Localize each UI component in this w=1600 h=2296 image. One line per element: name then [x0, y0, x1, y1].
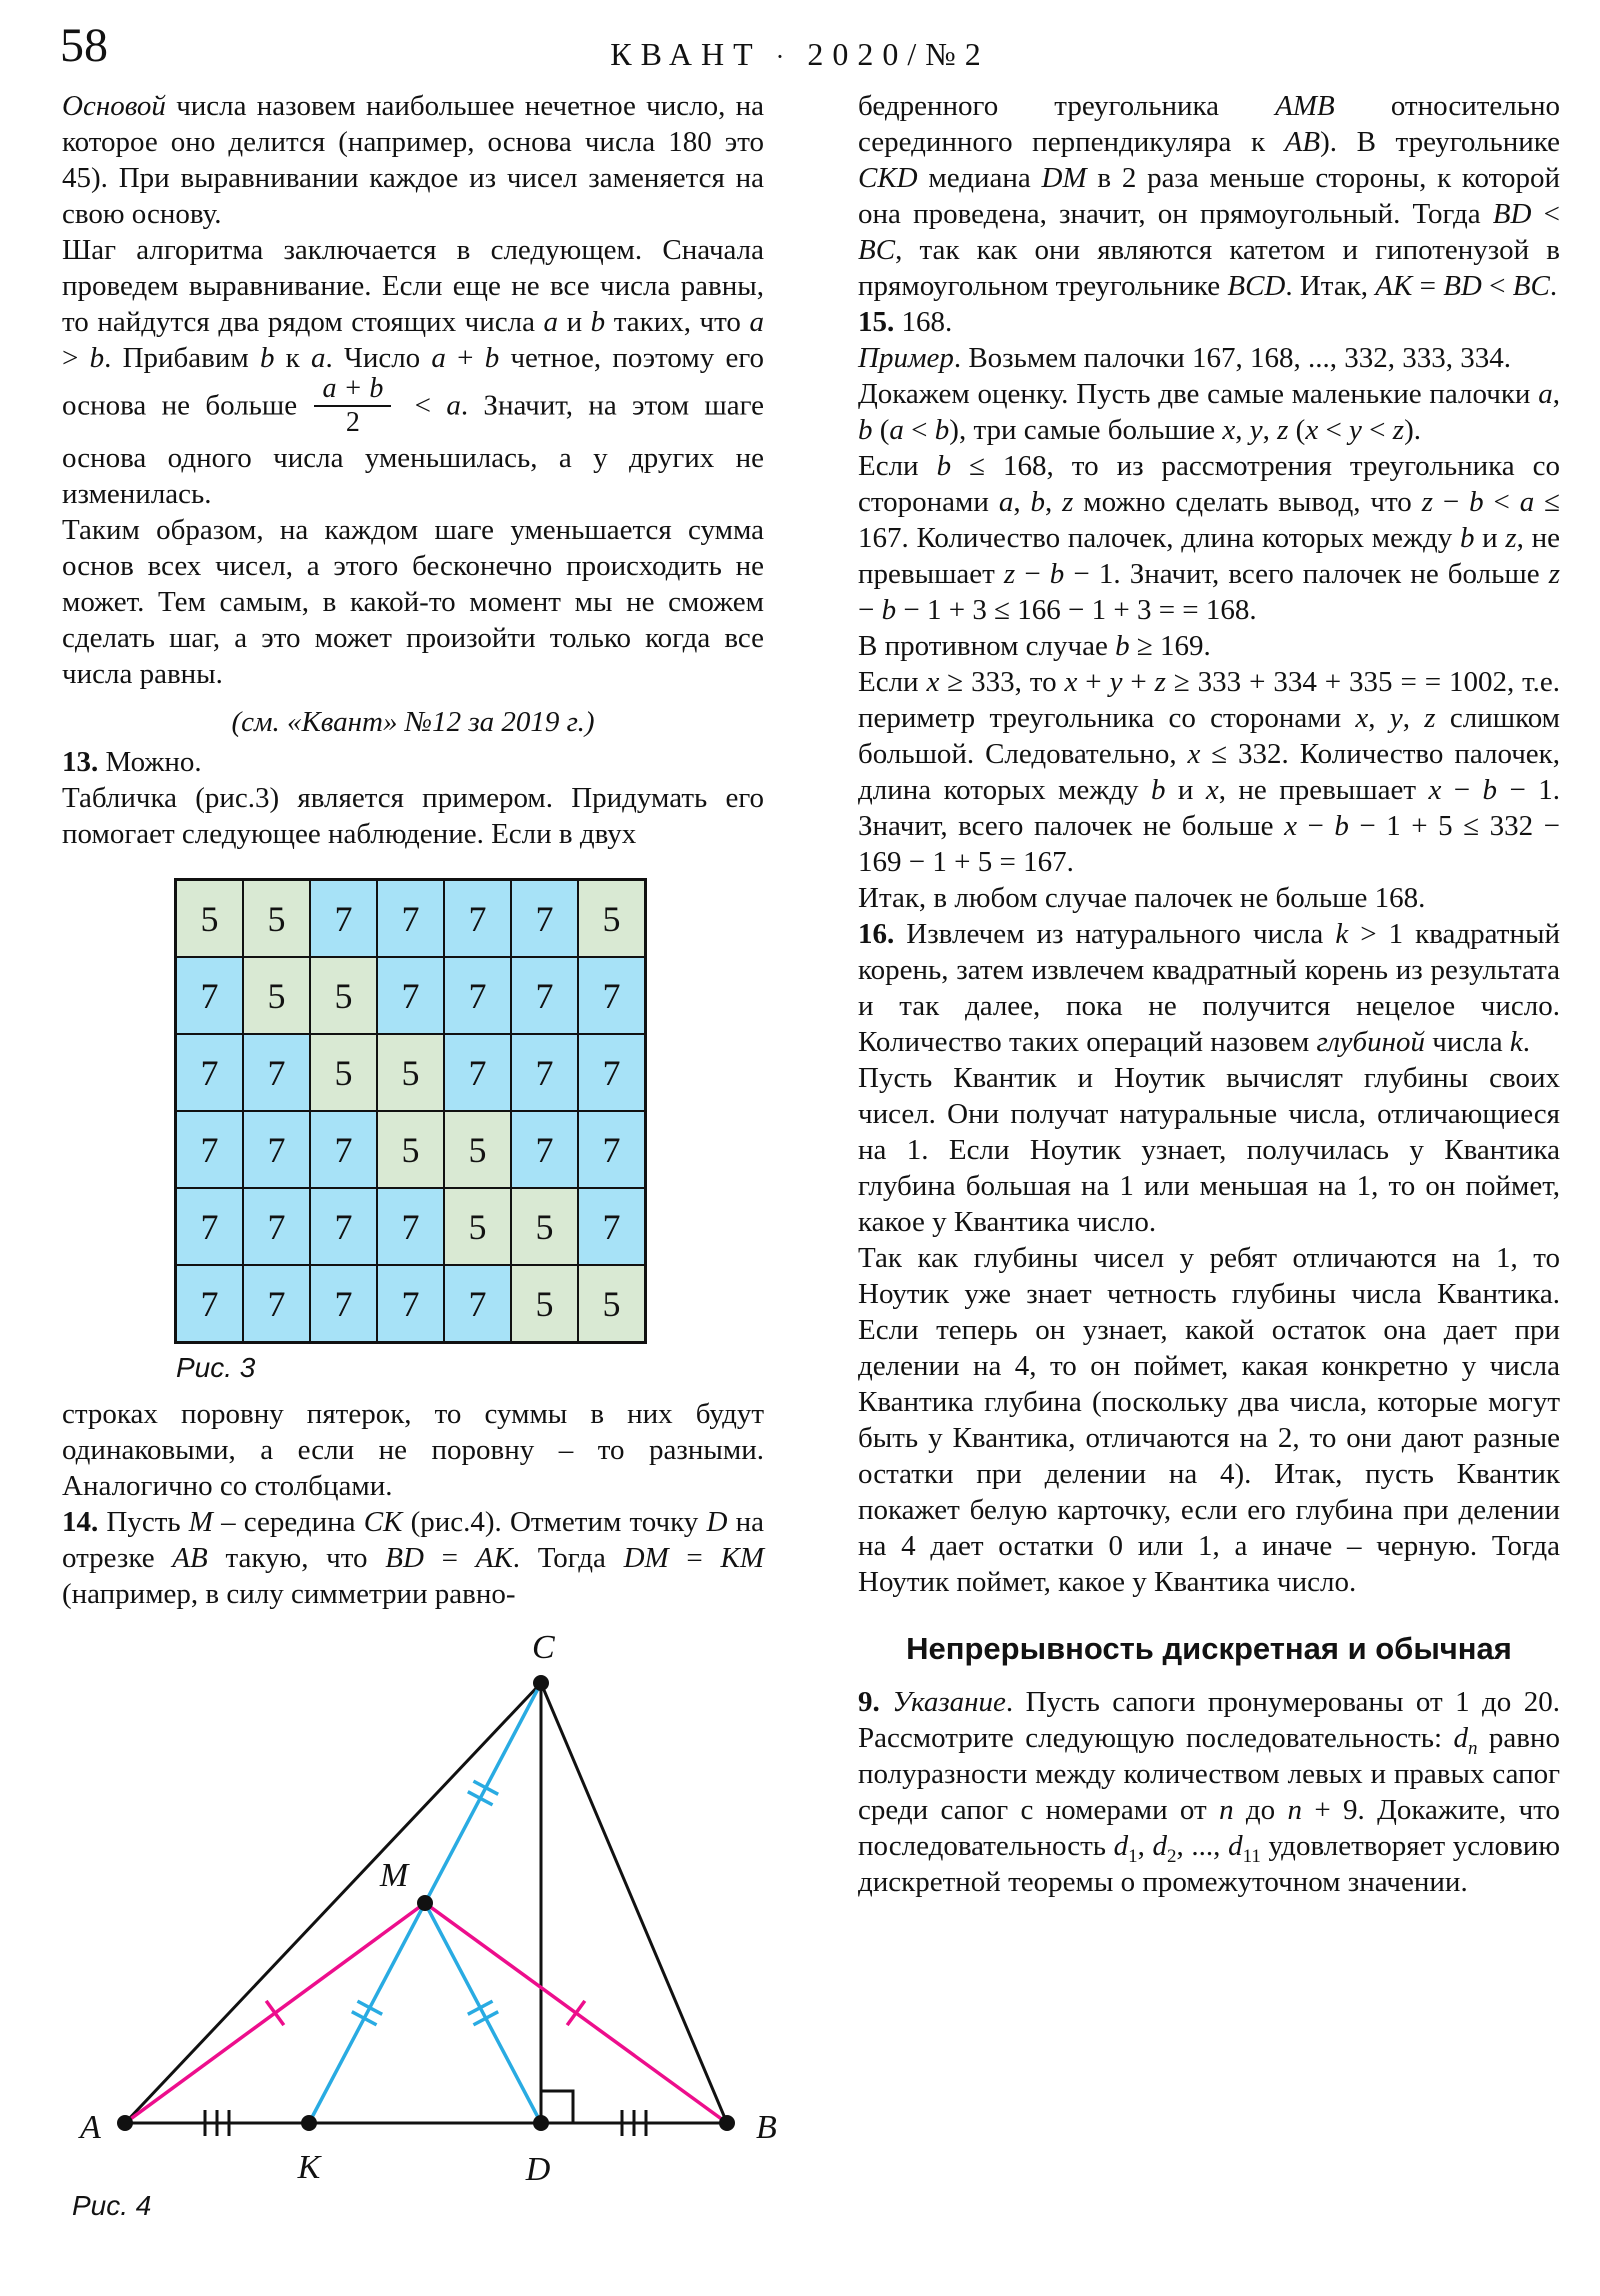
paragraph-sum-decreases: Таким образом, на каждом шаге уменьшается сумма основ всех чисел, а этого бесконечно происходить не может. Тем самым, в какой-то момент мы не сможем сделать шаг, а это может произойти только когда все числа равны.: [62, 514, 764, 690]
figure-4-diagram: [62, 1628, 792, 2224]
problem-15-answer: 15. 168.: [858, 306, 953, 338]
label-B: B: [756, 2109, 777, 2146]
table-row: [176, 1265, 646, 1343]
table-cell: 5: [243, 880, 310, 958]
journal-name: КВАНТ: [610, 36, 762, 72]
table-cell: 7: [243, 1034, 310, 1111]
point-D: [533, 2115, 549, 2131]
table-cell: 7: [578, 1034, 646, 1111]
point-M: [417, 1895, 433, 1911]
table-cell: 7: [176, 1188, 244, 1265]
journal-header: [0, 36, 1600, 73]
label-D: D: [525, 2151, 551, 2188]
table-cell: 5: [310, 1034, 377, 1111]
journal-issue: 2020/№2: [807, 36, 990, 72]
problem-16-depth-definition: 16. Извлечем из натурального числа k > 1 квадратный корень, затем извлечем квадратный корень из результата и так далее, пока не получится нецелое число. Количество таких операций назовем глубиной числа k.: [858, 918, 1560, 1058]
table-cell: 7: [578, 957, 646, 1034]
table-cell: 5: [578, 880, 646, 958]
table-cell: 5: [310, 957, 377, 1034]
page-number: 58: [60, 19, 108, 72]
figure-3-caption: Рис. 3: [176, 1352, 256, 1383]
table-cell: 7: [377, 957, 444, 1034]
table-cell: 7: [377, 1265, 444, 1343]
table-cell: 7: [444, 957, 511, 1034]
table-cell: 7: [511, 957, 578, 1034]
label-C: C: [532, 1629, 555, 1666]
segment-AC: [125, 1683, 541, 2123]
problem-15-case-1: Если b ≤ 168, то из рассмотрения треугольника со сторонами a, b, z можно сделать вывод, что z − b < a ≤ 167. Количество палочек, длина которых между b и z, не превышает z − b − 1. Значит, всего палочек не больше z − b − 1 + 3 ≤ 166 − 1 + 3 = = 168.: [858, 450, 1561, 626]
table-cell: 5: [511, 1265, 578, 1343]
problem-15-estimate-setup: Докажем оценку. Пусть две самые маленькие палочки a, b (a < b), три самые большие x, y, z (x < y < z).: [858, 378, 1560, 446]
label-A: A: [80, 2109, 101, 2146]
problem-14-solution-continued: бедренного треугольника AMB относительно серединного перпендикуляра к AB). В треугольнике CKD медиана DM в 2 раза меньше стороны, к которой она проведена, значит, он прямоугольный. Тогда BD < BC, так как они являются катетом и гипотенузой в прямоугольном треугольнике BCD. Итак, AK = BD < BC.: [858, 90, 1560, 302]
table-cell: 7: [176, 1111, 244, 1188]
table-cell: 5: [377, 1034, 444, 1111]
problem-15-example: Пример. Возьмем палочки 167, 168, ..., 332, 333, 334.: [858, 342, 1511, 374]
problem-13-solution-end: строках поровну пятерок, то суммы в них будут одинаковыми, а если не поровну – то разными. Аналогично со столбцами.: [62, 1398, 764, 1502]
problem-9-hint: 9. Указание. Пусть сапоги пронумерованы от 1 до 20. Рассмотрите следующую последовательность: $d_n$ равно полуразности между количеством левых и правых сапог среди сапог с номерами от n до n + 9. Докажите, что последовательность $d_1$, $d_2$, ..., $d_{11}$ удовлетворяет условию дискретной теоремы о промежуточном значении.: [858, 1686, 1561, 1898]
problem-13-solution-start: Табличка (рис.3) является примером. Придумать его помогает следующее наблюдение. Если в двух: [62, 782, 764, 850]
table-cell: 7: [377, 880, 444, 958]
triangle-diagram: [62, 1628, 792, 2188]
right-column: [858, 88, 1560, 1900]
table-cell: 7: [310, 880, 377, 958]
left-column: [62, 88, 777, 2224]
table-cell: 7: [377, 1188, 444, 1265]
table-cell: 5: [176, 880, 244, 958]
figure-4-caption: Рис. 4: [72, 2190, 152, 2221]
problem-15-case-2: Если x ≥ 333, то x + y + z ≥ 333 + 334 + 335 = = 1002, т.е. периметр треугольника со сторонами x, y, z слишком большой. Следовательно, x ≤ 332. Количество палочек, длина которых между b и x, не превышает x − b − 1. Значит, всего палочек не больше x − b − 1 + 5 ≤ 332 − 169 − 1 + 5 = 167.: [858, 666, 1561, 878]
problem-14-solution: 14. Пусть M – середина CK (рис.4). Отметим точку D на отрезке AB такую, что BD = AK. Тогда DM = KM (например, в силу симметрии равно-: [62, 1506, 764, 1610]
table-cell: 5: [444, 1188, 511, 1265]
table-cell: 5: [511, 1188, 578, 1265]
table-cell: 7: [176, 957, 244, 1034]
table-row: [176, 1111, 646, 1188]
table-cell: 7: [444, 1034, 511, 1111]
label-M: M: [379, 1857, 409, 1894]
table-cell: 7: [511, 1034, 578, 1111]
table-row: [176, 1034, 646, 1111]
tick-AM-icon: [266, 2001, 284, 2025]
point-A: [117, 2115, 133, 2131]
table-cell: 7: [444, 880, 511, 958]
paragraph-base-definition: Основой числа назовем наибольшее нечетное число, на которое оно делится (например, основа числа 180 это 45). При выравнивании каждое из чисел заменяется на свою основу.: [62, 90, 764, 230]
problem-15-conclusion: Итак, в любом случае палочек не больше 168.: [858, 882, 1426, 914]
table-row: [176, 957, 646, 1034]
label-K: K: [297, 2149, 321, 2186]
table-cell: 7: [310, 1111, 377, 1188]
table-cell: 5: [444, 1111, 511, 1188]
reference-line: (см. «Квант» №12 за 2019 г.): [231, 706, 595, 738]
table-cell: 5: [243, 957, 310, 1034]
figure-3-table: [174, 878, 647, 1344]
table-cell: 7: [243, 1265, 310, 1343]
table-cell: 7: [176, 1265, 244, 1343]
table-cell: 7: [176, 1034, 244, 1111]
table-cell: 7: [578, 1188, 646, 1265]
problem-16-solution-1: Пусть Квантик и Ноутик вычислят глубины своих чисел. Они получат натуральные числа, отличающиеся на 1. Если Ноутик узнает, получилась у Квантика глубина большая на 1 или меньшая на 1, то он поймет, какое у Квантика число.: [858, 1062, 1560, 1238]
point-C: [533, 1675, 549, 1691]
table-cell: 7: [310, 1265, 377, 1343]
problem-16-solution-2: Так как глубины чисел у ребят отличаются на 1, то Ноутик уже знает четность глубины числа Квантика. Если теперь он узнает, какой остаток она дает при делении на 4, то он поймет, какая конкретно у числа Квантика глубина (поскольку два числа, которые могут быть у Квантика, отличаются на 2, то они дают разные остатки при делении на 4). Итак, пусть Квантик покажет белую карточку, если его глубина при делении на 4 дает остатки 0 или 1, а иначе – черную. Тогда Ноутик поймет, какое у Квантика число.: [858, 1242, 1560, 1598]
point-B: [719, 2115, 735, 2131]
table-cell: 7: [243, 1111, 310, 1188]
table-cell: 7: [243, 1188, 310, 1265]
table-cell: 7: [578, 1111, 646, 1188]
table-cell: 7: [511, 1111, 578, 1188]
problem-13-answer: 13. Можно.: [62, 746, 202, 778]
paragraph-algorithm-step: Шаг алгоритма заключается в следующем. Сначала проведем выравнивание. Если еще не все числа равны, то найдутся два рядом стоящих числа a и b таких, что a > b. Прибавим b к a. Число a + b четное, поэтому его основа не больше $\frac{a + b}{2}$ < a. Значит, на этом шаге основа одного числа уменьшилась, а у других не изменилась.: [62, 234, 764, 510]
table-row: [176, 880, 646, 958]
table-cell: 5: [377, 1111, 444, 1188]
table-cell: 5: [578, 1265, 646, 1343]
section-heading: Непрерывность дискретная и обычная: [906, 1631, 1512, 1666]
table-row: [176, 1188, 646, 1265]
inline-fraction: $\frac{a + b}{2}$: [314, 374, 391, 438]
segment-MD: [425, 1903, 541, 2123]
header-separator-dot: ·: [775, 42, 794, 71]
problem-15-otherwise: В противном случае b ≥ 169.: [858, 630, 1211, 662]
table-cell: 7: [310, 1188, 377, 1265]
point-K: [301, 2115, 317, 2131]
tick-MB-icon: [567, 2001, 585, 2025]
table-cell: 7: [511, 880, 578, 958]
table-cell: 7: [444, 1265, 511, 1343]
